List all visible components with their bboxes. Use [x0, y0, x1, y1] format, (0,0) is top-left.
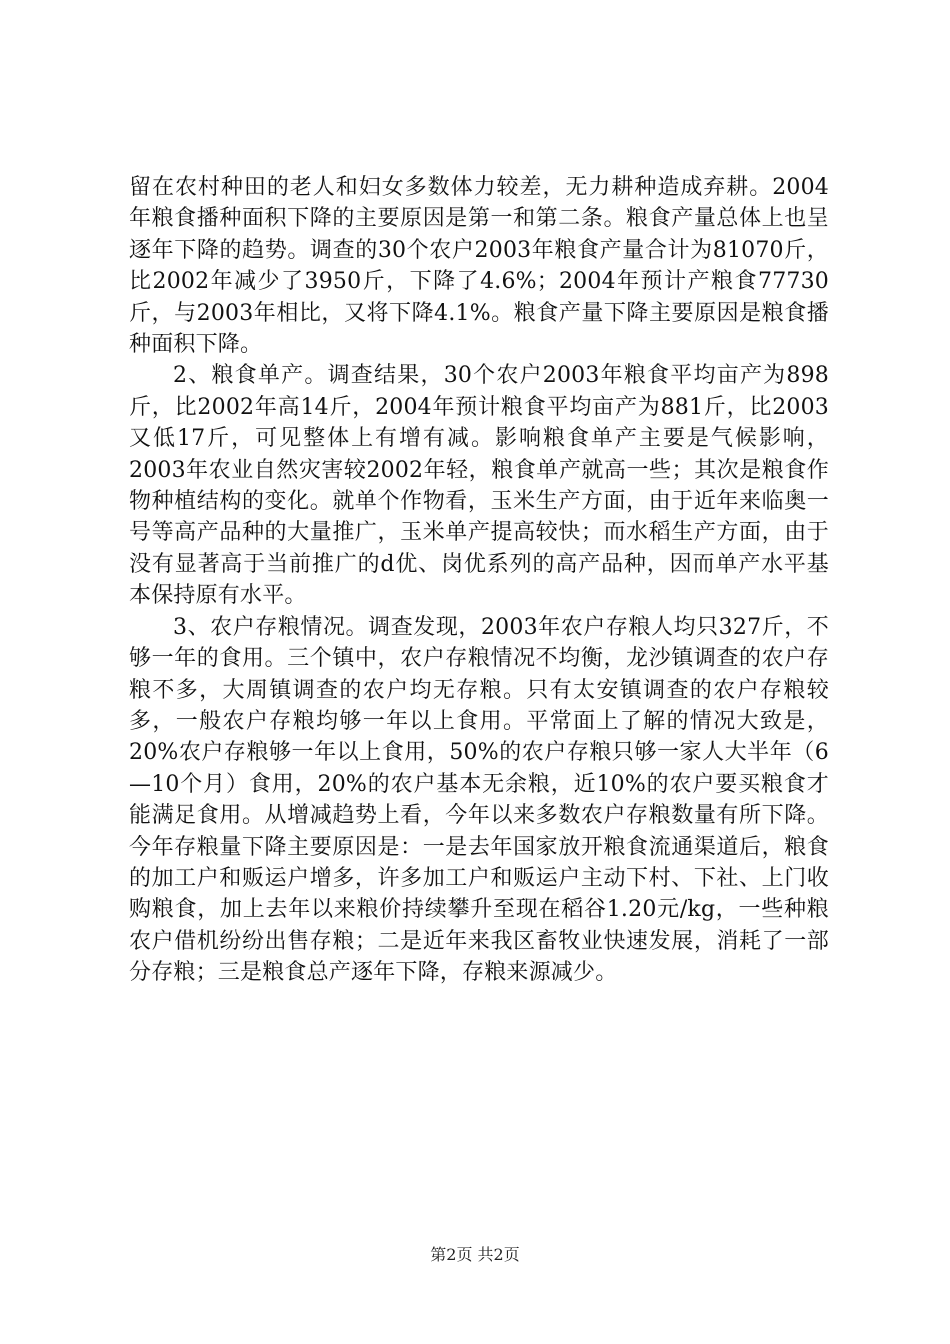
paragraph-grain-storage: 3、农户存粮情况。调查发现，2003年农户存粮人均只327斤，不够一年的食用。三个镇中，农户存粮情况不均衡，龙沙镇调查的农户存粮不多，大周镇调查的农户均无存粮。只有太安镇调查的农户存粮较多，一般农户存粮均够一年以上食用。平常面上了解的情况大致是，20%农户存粮够一年以上食用，50%的农户存粮只够一家人大半年（6—10个月）食用，20%的农户基本无余粮，近10%的农户要买粮食才能满足食用。从增减趋势上看，今年以来多数农户存粮数量有所下降。今年存粮量下降主要原因是：一是去年国家放开粮食流通渠道后，粮食的加工户和贩运户增多，许多加工户和贩运户主动下村、下社、上门收购粮食，加上去年以来粮价持续攀升至现在稻谷1.20元/kg，一些种粮农户借机纷纷出售存粮；二是近年来我区畜牧业快速发展，消耗了一部分存粮；三是粮食总产逐年下降，存粮来源减少。 — [129, 614, 829, 986]
document-body — [129, 172, 829, 989]
paragraph-continuation: 留在农村种田的老人和妇女多数体力较差，无力耕种造成弃耕。2004年粮食播种面积下降的主要原因是第一和第二条。粮食产量总体上也呈逐年下降的趋势。调查的30个农户2003年粮食产量合计为81070斤，比2002年减少了3950斤，下降了4.6%；2004年预计产粮食77730斤，与2003年相比，又将下降4.1%。粮食产量下降主要原因是粮食播种面积下降。 — [129, 175, 829, 358]
paragraph-grain-yield: 2、粮食单产。调查结果，30个农户2003年粮食平均亩产为898斤，比2002年高14斤，2004年预计粮食平均亩产为881斤，比2003又低17斤，可见整体上有增有减。影响粮食单产主要是气候影响，2003年农业自然灾害较2002年轻，粮食单产就高一些；其次是粮食作物种植结构的变化。就单个作物看，玉米生产方面，由于近年来临奥一号等高产品种的大量推广，玉米单产提高较快；而水稻生产方面，由于没有显著高于当前推广的d优、岗优系列的高产品种，因而单产水平基本保持原有水平。 — [129, 363, 829, 609]
page-footer: 第2页 共2页 — [430, 1245, 520, 1264]
